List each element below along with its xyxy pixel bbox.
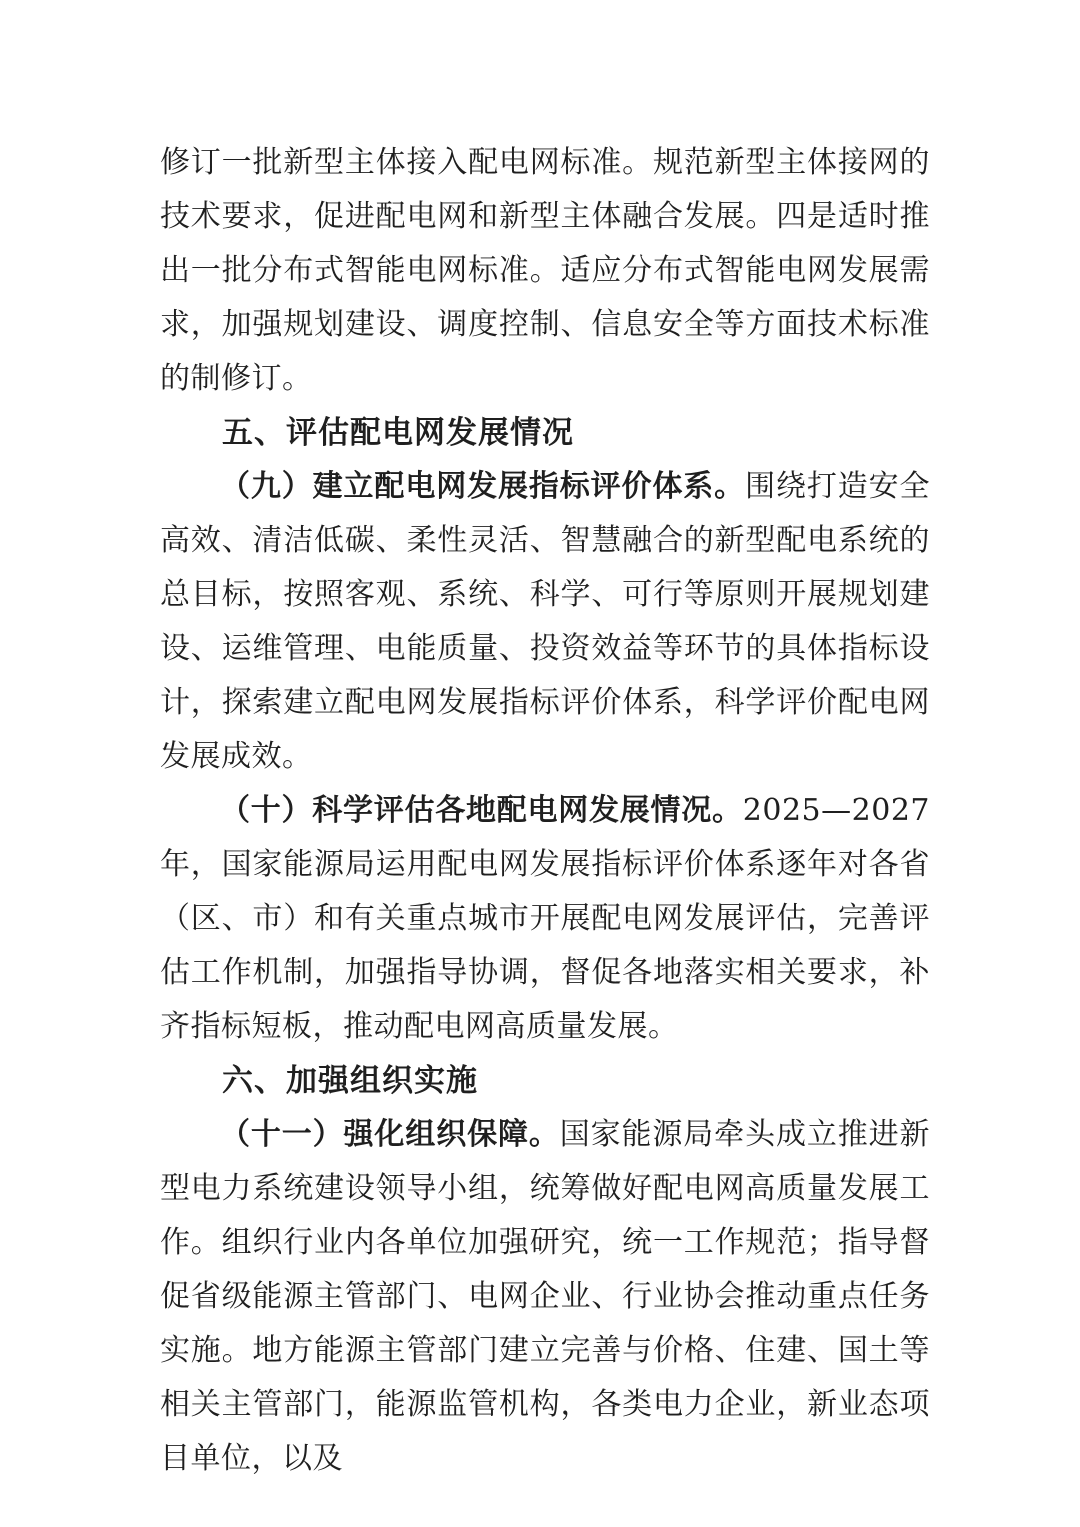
paragraph-text: 2025—2027 年，国家能源局运用配电网发展指标评价体系逐年对各省（区、市）和有关重点城市开展配电网发展评估，完善评估工作机制，加强指导协调，督促各地落实相关要求，补齐指标短板，推动配电网高质量发展。 (160, 793, 930, 1044)
paragraph-lead: （十一）强化组织保障。 (220, 1117, 560, 1152)
body-paragraph-item-10 (160, 784, 930, 1054)
paragraph-text: 修订一批新型主体接入配电网标准。规范新型主体接网的技术要求，促进配电网和新型主体融合发展。四是适时推出一批分布式智能电网标准。适应分布式智能电网发展需求，加强规划建设、调度控制、信息安全等方面技术标准的制修订。 (160, 145, 930, 396)
body-paragraph-continuation (160, 136, 930, 406)
paragraph-text: 围绕打造安全高效、清洁低碳、柔性灵活、智慧融合的新型配电系统的总目标，按照客观、系统、科学、可行等原则开展规划建设、运维管理、电能质量、投资效益等环节的具体指标设计，探索建立配电网发展指标评价体系，科学评价配电网发展成效。 (160, 469, 931, 774)
document-content (160, 136, 930, 1486)
paragraph-lead: （九）建立配电网发展指标评价体系。 (220, 469, 746, 504)
section-heading-6: 六、加强组织实施 (222, 1063, 478, 1099)
paragraph-lead: （十）科学评估各地配电网发展情况。 (220, 793, 743, 828)
section-heading-5: 五、评估配电网发展情况 (222, 415, 574, 451)
body-paragraph-item-11 (160, 1108, 930, 1486)
paragraph-text: 国家能源局牵头成立推进新型电力系统建设领导小组，统筹做好配电网高质量发展工作。组织行业内各单位加强研究，统一工作规范；指导督促省级能源主管部门、电网企业、行业协会推动重点任务实施。地方能源主管部门建立完善与价格、住建、国土等相关主管部门，能源监管机构，各类电力企业，新业态项目单位，以及 (160, 1117, 930, 1476)
body-paragraph-item-9 (160, 460, 930, 784)
